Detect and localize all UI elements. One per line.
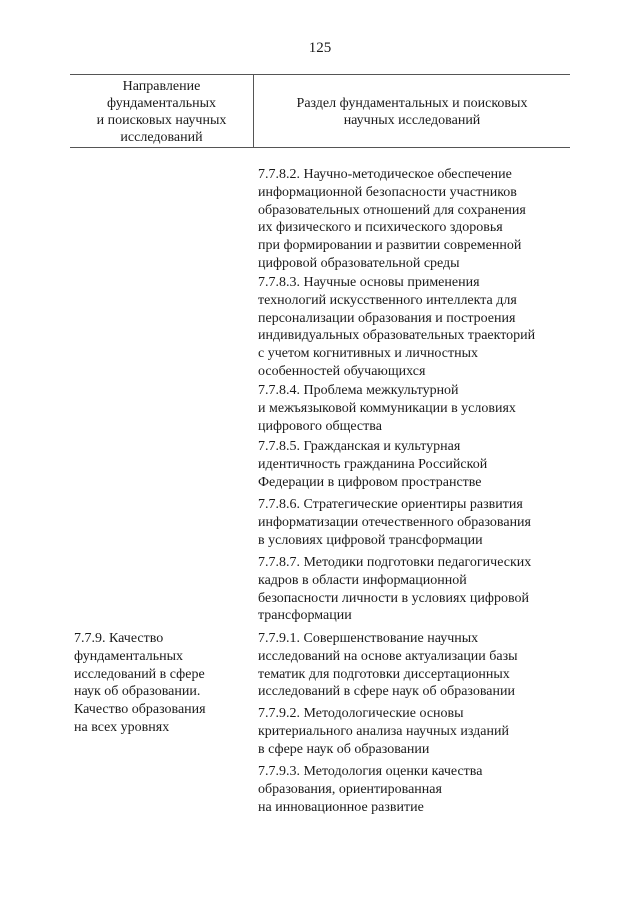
section-line: Федерации в цифровом пространстве bbox=[258, 474, 482, 490]
section-entry bbox=[258, 274, 570, 381]
header-direction-line: исследований bbox=[120, 130, 203, 145]
section-line: 7.7.9.2. Методологические основы bbox=[258, 706, 464, 721]
section-line: критериального анализа научных изданий bbox=[258, 723, 509, 739]
section-line: информатизации отечественного образования bbox=[258, 514, 531, 530]
section-entry bbox=[258, 763, 570, 816]
section-line: 7.7.8.7. Методики подготовки педагогических bbox=[258, 555, 532, 570]
direction-line: Качество образования bbox=[74, 702, 206, 718]
direction-line: наук об образовании. bbox=[74, 684, 201, 700]
header-direction-line: Направление bbox=[122, 79, 201, 94]
table-header bbox=[70, 74, 570, 148]
header-direction-line: и поисковых научных bbox=[96, 113, 227, 128]
section-line: индивидуальных образовательных траекторий bbox=[258, 328, 536, 344]
section-line: с учетом когнитивных и личностных bbox=[258, 346, 479, 362]
header-direction-line: фундаментальных bbox=[106, 96, 216, 111]
section-line: исследований в сфере наук об образовании bbox=[258, 684, 515, 700]
direction-line: на всех уровнях bbox=[74, 719, 170, 735]
section-line: цифровой образовательной среды bbox=[258, 255, 460, 271]
header-direction-cell bbox=[70, 78, 253, 146]
header-section-line: Раздел фундаментальных и поисковых bbox=[296, 96, 528, 111]
section-line: безопасности личности в условиях цифровой bbox=[258, 590, 529, 606]
section-line: кадров в области информационной bbox=[258, 572, 467, 588]
direction-entry bbox=[74, 630, 244, 737]
section-line: и межъязыковой коммуникации в условиях bbox=[258, 400, 516, 416]
section-entry bbox=[258, 438, 570, 491]
header-section-line: научных исследований bbox=[343, 113, 481, 128]
section-line: исследований на основе актуализации базы bbox=[258, 648, 518, 664]
section-line: 7.7.9.3. Методология оценки качества bbox=[258, 764, 483, 779]
direction-line: исследований в сфере bbox=[74, 666, 205, 682]
section-entry bbox=[258, 630, 570, 701]
section-line: в условиях цифровой трансформации bbox=[258, 532, 483, 548]
section-line: идентичность гражданина Российской bbox=[258, 456, 488, 472]
section-line: на инновационное развитие bbox=[258, 799, 424, 815]
section-line: 7.7.8.4. Проблема межкультурной bbox=[258, 383, 459, 398]
page-number: 125 bbox=[308, 40, 332, 56]
section-line: особенностей обучающихся bbox=[258, 363, 426, 379]
section-line: 7.7.8.5. Гражданская и культурная bbox=[258, 439, 461, 454]
section-line: при формировании и развитии современной bbox=[258, 238, 522, 254]
section-line: технологий искусственного интеллекта для bbox=[258, 292, 517, 308]
direction-line: 7.7.9. Качество bbox=[74, 631, 164, 646]
header-section-cell bbox=[254, 95, 570, 129]
section-line: персонализации образования и построения bbox=[258, 310, 516, 326]
section-line: в сфере наук об образовании bbox=[258, 741, 430, 757]
section-line: 7.7.9.1. Совершенствование научных bbox=[258, 631, 479, 646]
section-entry bbox=[258, 166, 570, 273]
section-entry bbox=[258, 382, 570, 435]
direction-line: фундаментальных bbox=[74, 648, 184, 664]
section-line: тематик для подготовки диссертационных bbox=[258, 666, 510, 682]
section-entry bbox=[258, 554, 570, 625]
section-line: 7.7.8.2. Научно-методическое обеспечение bbox=[258, 167, 512, 182]
section-line: образовательных отношений для сохранения bbox=[258, 202, 526, 218]
section-entry bbox=[258, 496, 570, 549]
section-line: 7.7.8.6. Стратегические ориентиры развития bbox=[258, 497, 523, 512]
section-line: образования, ориентированная bbox=[258, 781, 442, 797]
section-line: 7.7.8.3. Научные основы применения bbox=[258, 275, 480, 290]
section-entry bbox=[258, 705, 570, 758]
section-line: их физического и психического здоровья bbox=[258, 220, 503, 236]
section-line: цифрового общества bbox=[258, 418, 382, 434]
section-line: трансформации bbox=[258, 608, 352, 624]
section-line: информационной безопасности участников bbox=[258, 184, 517, 200]
